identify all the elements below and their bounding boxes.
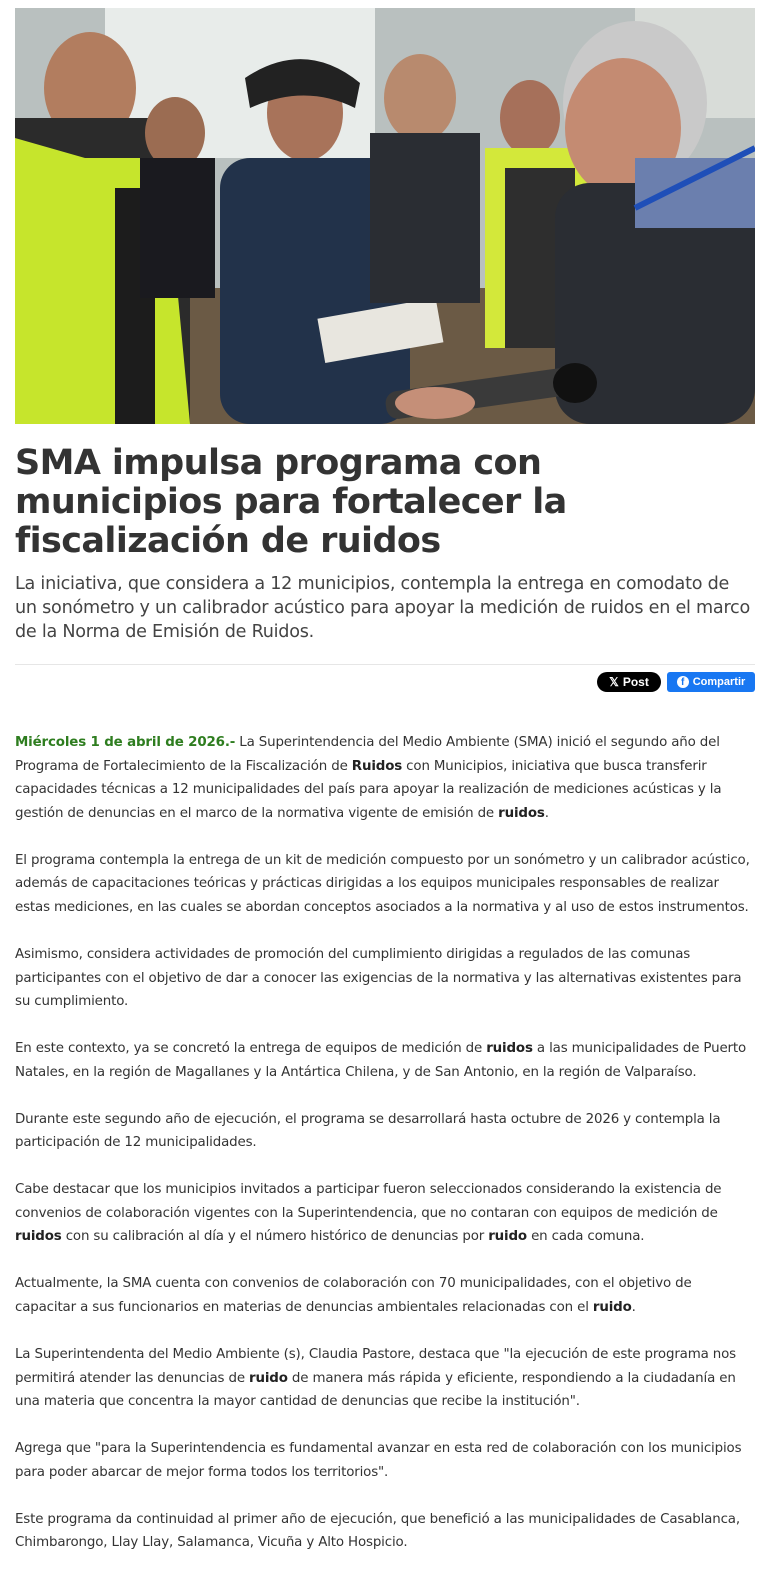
p6-text-d: en cada comuna. xyxy=(526,1229,645,1245)
paragraph-4 xyxy=(15,1037,755,1084)
dateline: Miércoles 1 de abril de 2026.- xyxy=(15,735,236,750)
paragraph-10: Este programa da continuidad al primer año de ejecución, que benefició a las municipalidades de Casablanca, Chimbarongo, Llay Llay, Salamanca, Vicuña y Alto Hospicio. xyxy=(15,1511,740,1551)
paragraph-3: Asimismo, considera actividades de promoción del cumplimiento dirigidas a regulados de las comunas participantes con el objetivo de dar a conocer las exigencias de la normativa y las alternativas existentes para su cumplimiento. xyxy=(15,946,742,1010)
p6-bold-1: ruidos xyxy=(15,1229,62,1245)
paragraph-8 xyxy=(15,1343,755,1414)
p8-bold-1: ruido xyxy=(249,1370,288,1386)
p1-bold-1: Ruidos xyxy=(351,758,403,774)
p1-bold-2: ruidos xyxy=(498,805,545,821)
p7-bold-1: ruido xyxy=(592,1300,632,1316)
hero-photo xyxy=(15,8,755,424)
divider xyxy=(15,664,755,665)
x-post-label: Post xyxy=(622,675,649,689)
p6-text-c: con su calibración al día y el número histórico de denuncias por xyxy=(61,1229,489,1245)
paragraph-7 xyxy=(15,1272,755,1319)
facebook-icon: f xyxy=(677,676,689,688)
article-lead: La iniciativa, que considera a 12 municipios, contempla la entrega en comodato de un sonómetro y un calibrador acústico para apoyar la medición de ruidos en el marco de la Norma de Emisión de Ruidos. xyxy=(15,574,750,642)
p7-text-a: Actualmente, la SMA cuenta con convenios de colaboración con 70 municipalidades, con el objetivo de capacitar a sus funcionarios en materias de denuncias ambientales relacionadas con el xyxy=(15,1276,692,1316)
paragraph-5: Durante este segundo año de ejecución, el programa se desarrollará hasta octubre de 2026 y contempla la participación de 12 municipalidades. xyxy=(15,1111,721,1151)
p4-bold-1: ruidos xyxy=(486,1041,533,1057)
p1-text-d: . xyxy=(544,805,549,821)
article-body xyxy=(15,731,755,1578)
p4-text-c: a las municipalidades de Puerto Natales, en la región de Magallanes y la Antártica Chilena, y de San Antonio, en la región de Valparaíso. xyxy=(15,1041,747,1080)
paragraph-9: Agrega que "para la Superintendencia es fundamental avanzar en esta red de colaboración con los municipios para poder abarcar de mejor forma todos los territorios". xyxy=(15,1441,742,1480)
p7-text-c: . xyxy=(631,1300,636,1316)
p1-text-a: La Superintendencia del Medio Ambiente (SMA) inició el segundo año del Programa de Fortalecimiento de la Fiscalización de xyxy=(15,735,720,774)
p4-text-a: En este contexto, ya se concretó la entrega de equipos de medición de xyxy=(15,1041,487,1057)
hero-photo-illustration xyxy=(15,8,755,424)
facebook-share-button[interactable] xyxy=(667,672,755,692)
p1-text-c: con Municipios, iniciativa que busca transferir capacidades técnicas a 12 municipalidades del país para apoyar la realización de mediciones acústicas y la gestión de denuncias en el marco de la normativa vigente de emisión de xyxy=(15,758,722,821)
paragraph-2: El programa contempla la entrega de un kit de medición compuesto por un sonómetro y un calibrador acústico, además de capacitaciones teóricas y prácticas dirigidas a los equipos municipales responsables de realizar estas mediciones, en las cuales se abordan conceptos asociados a la normativa y al uso de estos instrumentos. xyxy=(15,852,750,915)
p8-text-c: de manera más rápida y eficiente, respondiendo a la ciudadanía en una materia que concentra la mayor cantidad de denuncias que recibe la institución". xyxy=(15,1370,736,1410)
article-title: SMA impulsa programa con municipios para fortalecer la fiscalización de ruidos xyxy=(15,443,567,561)
paragraph-6 xyxy=(15,1178,755,1249)
facebook-share-label: Compartir xyxy=(692,676,746,688)
x-logo-icon: 𝕏 xyxy=(609,675,619,689)
paragraph-1 xyxy=(15,731,755,825)
article-container xyxy=(15,8,755,1551)
x-post-button[interactable] xyxy=(597,672,661,692)
p6-bold-2: ruido xyxy=(488,1229,527,1245)
p8-text-a: La Superintendenta del Medio Ambiente (s), Claudia Pastore, destaca que "la ejecución de este programa nos permitirá atender las denuncias de xyxy=(15,1347,737,1386)
share-buttons xyxy=(597,672,755,692)
p6-text-a: Cabe destacar que los municipios invitados a participar fueron seleccionados considerando la existencia de convenios de colaboración vigentes con la Superintendencia, que no contaran con equipos de medición de xyxy=(15,1182,722,1221)
